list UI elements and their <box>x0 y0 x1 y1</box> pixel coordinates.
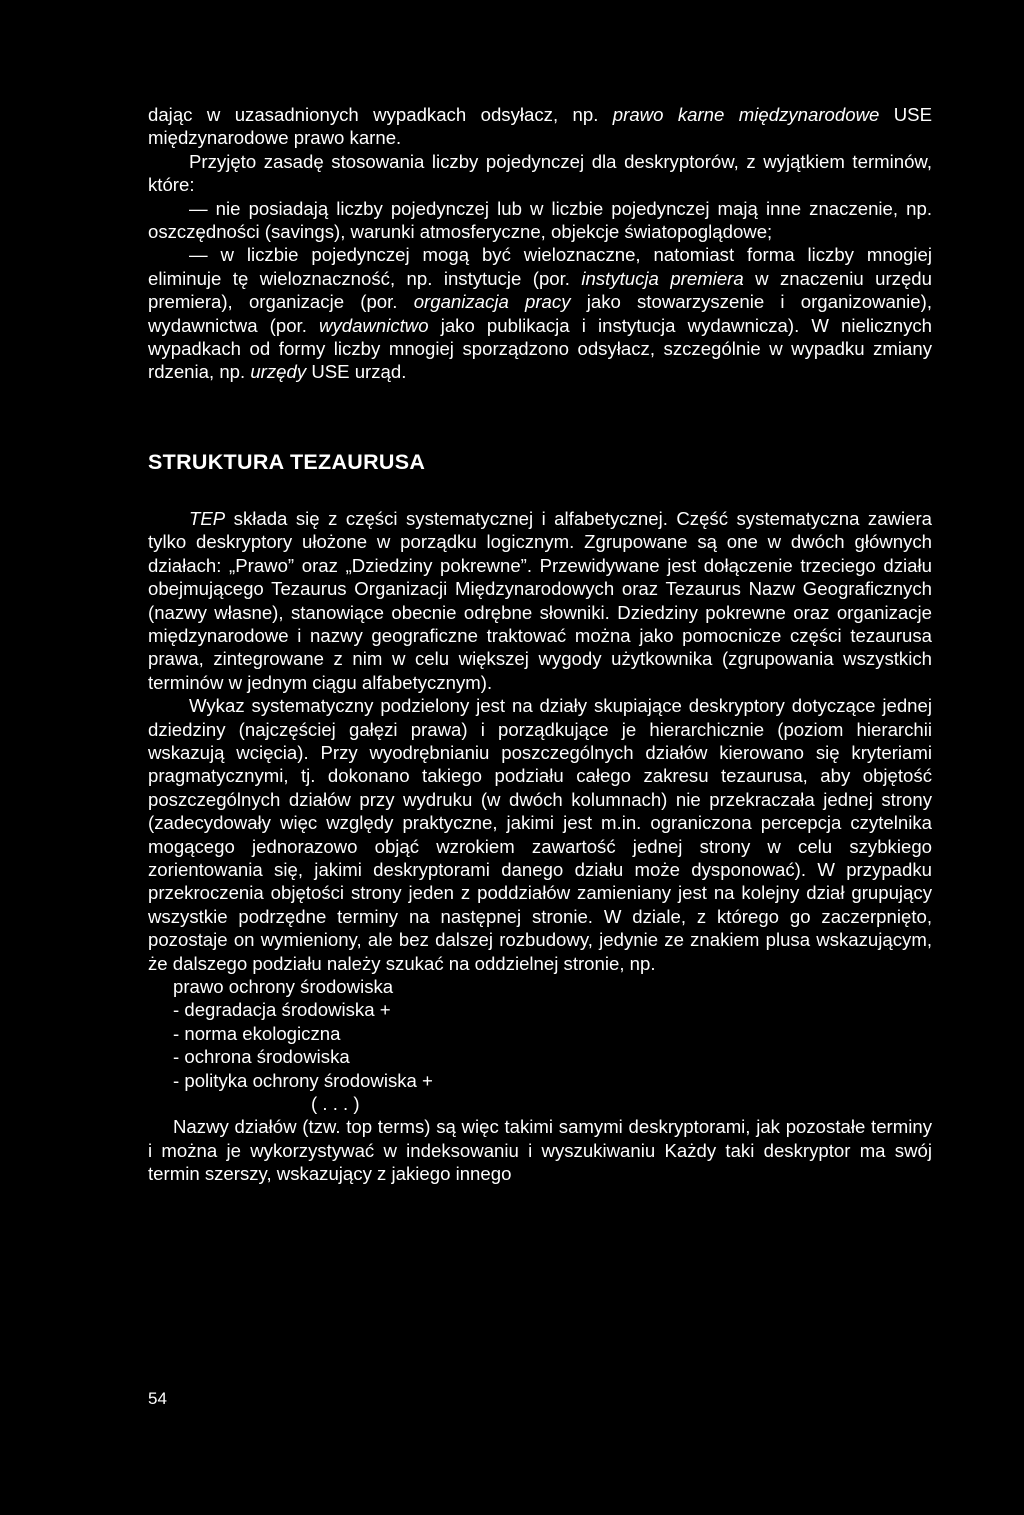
example-ellipsis: ( . . . ) <box>311 1093 360 1115</box>
example-term: prawo karne międzynarodowe <box>612 104 880 125</box>
example-head: prawo ochrony środowiska <box>173 976 394 997</box>
section-body <box>148 507 932 1186</box>
example-term: organizacja pracy <box>413 291 571 313</box>
acronym-tep: TEP <box>189 507 226 529</box>
list-item: - degradacja środowiska + <box>173 999 391 1021</box>
paragraph-intro-1: dając w uzasadnionych wypadkach odsyłacz, np. prawo karne międzynarodowe USE międzynarodowe prawo karne. <box>148 104 932 149</box>
example-term: urzędy <box>250 361 307 383</box>
page-number: 54 <box>148 1389 167 1408</box>
paragraph-intro-2: Przyjęto zasadę stosowania liczby pojedynczej dla deskryptorów, z wyjątkiem terminów, które: <box>148 150 932 196</box>
paragraph-intro-3: — nie posiadają liczby pojedynczej lub w liczbie pojedynczej mają inne znaczenie, np. oszczędności (savings), warunki atmosferyczne, objekcje światopoglądowe; <box>148 197 932 243</box>
paragraph-section-3: Nazwy działów (tzw. top terms) są więc takimi samymi deskryptorami, jak pozostałe terminy i można je wykorzystywać w indeksowaniu i wyszukiwaniu Każdy taki deskryptor ma swój termin szerszy, wskazujący z jakiego innego <box>148 1116 932 1185</box>
example-term: wydawnictwo <box>319 314 429 336</box>
list-item: - polityka ochrony środowiska + <box>173 1069 433 1091</box>
section-heading: STRUKTURA TEZAURUSA <box>148 449 426 474</box>
list-item: - ochrona środowiska <box>173 1046 350 1068</box>
document-page <box>148 103 932 1186</box>
paragraph-section-2: Wykaz systematyczny podzielony jest na działy skupiające deskryptory dotyczące jednej dziedziny (najczęściej gałęzi prawa) i porządkujące je hierarchicznie (poziom hierarchii wskazują wcięcia). Przy wyodrębnianiu poszczególnych działów kierowano się kryteriami pragmatycznymi, tj. dokonano takiego podziału całego zakresu tezaurusa, aby objętość poszczególnych działów przy wydruku (w dwóch kolumnach) nie przekraczała jednej strony (zadecydowały więc względy praktyczne, jakimi jest m.in. ograniczona percepcja czytelnika mogącego jednorazowo objąć wzrokiem zawartość jednej strony w celu szybkiego zorientowania się, jakimi deskryptorami danego działu może dysponować). W przypadku przekroczenia objętości strony jeden z poddziałów zamieniany jest na kolejny dział grupujący wszystkie podrzędne terminy na następnej stronie. W dziale, z którego go zaczerpnięto, pozostaje on wymieniony, ale bez dalszej rozbudowy, jedynie ze znakiem plusa wskazującym, że dalszego podziału należy szukać na oddzielnej stronie, np. <box>148 695 932 974</box>
example-term: instytucja premiera <box>581 267 744 289</box>
paragraph-section-1: TEP składa się z części systematycznej i alfabetycznej. Część systematyczna zawiera tylko deskryptory ułożone w porządku logicznym. Zgrupowane są one w dwóch głównych działach: „Prawo” oraz „Dziedziny pokrewne”. Przewidywane jest dołączenie trzeciego działu obejmującego Tezaurus Organizacji Międzynarodowych oraz Tezaurus Nazw Geograficznych (nazwy własne), stanowiące obecnie odrębne słowniki. Dziedziny pokrewne oraz organizacje międzynarodowe i nazwy geograficzne traktować można jako pomocnicze części tezaurusa prawa, zintegrowane z nim w celu większej wygody użytkownika (zgrupowania wszystkich terminów w jednym ciągu alfabetycznym). <box>148 507 932 693</box>
example-list <box>148 998 932 1115</box>
paragraph-intro-4: — w liczbie pojedynczej mogą być wieloznaczne, natomiast forma liczby mnogiej eliminuje tę wieloznaczność, np. instytucje (por. instytucja premiera w znaczeniu urzędu premiera), organizacje (por. organizacja pracy jako stowarzyszenie i organizowanie), wydawnictwa (por. wydawnictwo jako publikacja i instytucja wydawnicza). W nielicznych wypadkach od formy liczby mnogiej sporządzono odsyłacz, szczególnie w wypadku zmiany rdzenia, np. urzędy USE urząd. <box>148 244 933 383</box>
list-item: - norma ekologiczna <box>173 1022 341 1044</box>
